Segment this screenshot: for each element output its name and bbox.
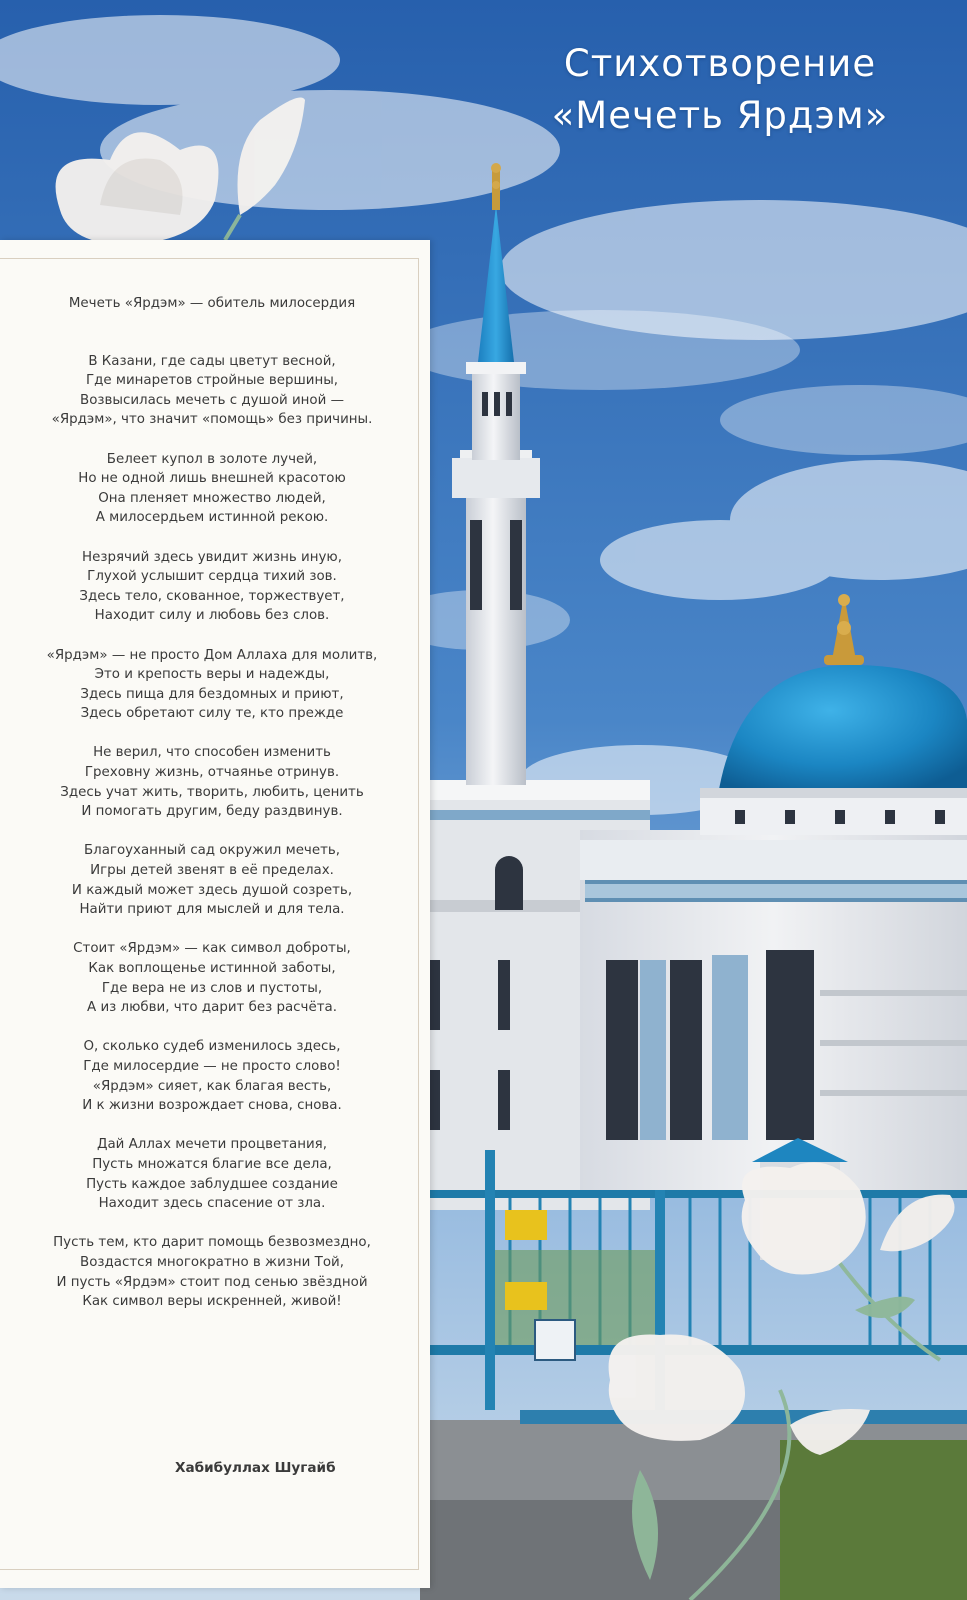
stanza-3	[0, 548, 424, 626]
page-title	[500, 38, 940, 142]
poem-author: Хабибуллах Шугайб	[175, 1460, 336, 1476]
poem-line: О, сколько судеб изменилось здесь,	[83, 1039, 341, 1055]
stanza-9	[0, 1135, 424, 1213]
poem-line: Но не одной лишь внешней красотою	[78, 471, 346, 487]
poem-line: Здесь обретают силу те, кто прежде	[80, 706, 344, 722]
title-line-2: «Мечеть Ярдэм»	[551, 94, 889, 137]
poem-line: «Ярдэм» — не просто Дом Аллаха для молитв,	[46, 647, 378, 663]
poem-line: Пусть каждое заблудшее создание	[86, 1176, 338, 1192]
poem-line: А из любви, что дарит без расчёта.	[87, 1000, 337, 1016]
stanza-5	[0, 743, 424, 821]
stanza-7	[0, 939, 424, 1017]
poem-line: И пусть «Ярдэм» стоит под сенью звёздной	[56, 1274, 368, 1290]
poem-line: Не верил, что способен изменить	[93, 745, 331, 761]
poem-line: И помогать другим, беду раздвинув.	[81, 804, 343, 820]
poem-line: Здесь тело, скованное, торжествует,	[79, 588, 345, 604]
poem-text	[0, 294, 424, 1331]
poem-line: А милосердьем истинной рекою.	[95, 510, 329, 526]
poem-line: В Казани, где сады цветут весной,	[88, 353, 336, 369]
poem-line: Белеет купол в золоте лучей,	[106, 451, 318, 467]
poem-line: Как символ веры искренней, живой!	[82, 1294, 342, 1310]
poem-line: Находит силу и любовь без слов.	[94, 608, 330, 624]
poem-line: Здесь учат жить, творить, любить, ценить	[60, 784, 364, 800]
poem-line: И к жизни возрождает снова, снова.	[82, 1098, 342, 1114]
poem-line: Незрячий здесь увидит жизнь иную,	[82, 549, 342, 565]
stanza-2	[0, 450, 424, 528]
poem-line: Находит здесь спасение от зла.	[98, 1196, 326, 1212]
poem-line: «Ярдэм» сияет, как благая весть,	[92, 1078, 332, 1094]
poem-line: Пусть множатся благие все дела,	[92, 1156, 332, 1172]
poem-line: Где минаретов стройные вершины,	[85, 373, 339, 389]
poem-line: Где милосердие — не просто слово!	[83, 1058, 341, 1074]
poem-line: Пусть тем, кто дарит помощь безвозмездно,	[53, 1235, 371, 1251]
poem-heading: Мечеть «Ярдэм» — обитель милосердия	[68, 296, 356, 311]
poem-line: Глухой услышит сердца тихий зов.	[87, 569, 337, 585]
poem-card	[0, 240, 430, 1588]
poem-line: «Ярдэм», что значит «помощь» без причины.	[51, 412, 373, 428]
poem-line: Она пленяет множество людей,	[98, 490, 326, 506]
stanza-8	[0, 1037, 424, 1115]
stanza-6	[0, 841, 424, 919]
poem-line: Где вера не из слов и пустоты,	[101, 980, 323, 996]
poem-line: Возвысилась мечеть с душой иной —	[80, 392, 344, 408]
poem-line: Благоуханный сад окружил мечеть,	[83, 843, 341, 859]
poem-line: Дай Аллах мечети процветания,	[96, 1137, 327, 1153]
poem-line: И каждый может здесь душой созреть,	[71, 882, 353, 898]
poem-line: Найти приют для мыслей и для тела.	[79, 902, 345, 918]
poem-line: Здесь пища для бездомных и приют,	[80, 686, 344, 702]
stanza-4	[0, 646, 424, 724]
poem-line: Греховну жизнь, отчаянье отринув.	[84, 765, 340, 781]
poem-line: Это и крепость веры и надежды,	[94, 667, 330, 683]
poem-line: Игры детей звенят в её пределах.	[90, 863, 334, 879]
stanza-10	[0, 1233, 424, 1311]
stanza-1	[0, 352, 424, 430]
poem-line: Воздастся многократно в жизни Той,	[80, 1254, 344, 1270]
poem-line: Стоит «Ярдэм» — как символ доброты,	[73, 941, 351, 957]
poem-line: Как воплощенье истинной заботы,	[88, 961, 336, 976]
title-line-1: Стихотворение	[563, 42, 877, 85]
